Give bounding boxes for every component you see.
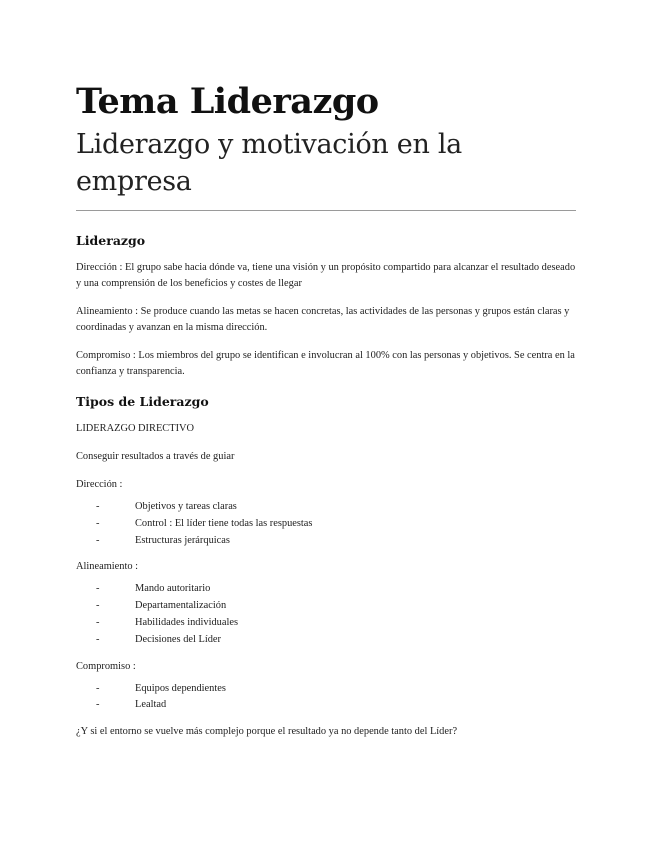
list-item: - Departamentalización — [96, 600, 227, 612]
document-title: Tema Liderazgo — [76, 81, 379, 122]
document-subtitle: Liderazgo y motivación en la empresa — [76, 129, 462, 197]
compromiso-list — [76, 681, 576, 715]
type-label: LIDERAZGO DIRECTIVO — [76, 423, 195, 434]
alineamiento-label: Alineamiento : — [76, 561, 139, 573]
list-item: - Estructuras jerárquicas — [96, 534, 230, 546]
direccion-list — [76, 499, 576, 549]
paragraph-compromiso: Compromiso : Los miembros del grupo se identifican e involucran al 100% con las personas y objetivos. Se centra en la confianza y transparencia. — [76, 350, 575, 377]
list-item: - Objetivos y tareas claras — [96, 501, 237, 512]
section-heading-tipos: Tipos de Liderazgo — [76, 394, 209, 409]
list-item: - Habilidades individuales — [96, 616, 239, 628]
type-intro: Conseguir resultados a través de guiar — [76, 451, 235, 462]
closing-question: ¿Y si el entorno se vuelve más complejo porque el resultado ya no depende tanto del Líder? — [76, 726, 458, 738]
list-item: - Decisiones del Líder — [96, 633, 221, 645]
alineamiento-list — [76, 581, 576, 648]
list-item: - Control : El líder tiene todas las respuestas — [96, 517, 313, 529]
direccion-label: Dirección : — [76, 479, 123, 490]
title-divider — [76, 210, 576, 211]
document-page — [76, 80, 576, 740]
list-item: - Equipos dependientes — [96, 682, 226, 694]
compromiso-label: Compromiso : — [76, 660, 136, 672]
list-item: - Mando autoritario — [96, 583, 211, 595]
list-item: - Lealtad — [96, 699, 167, 711]
paragraph-direccion: Dirección : El grupo sabe hacia dónde va, tiene una visión y un propósito compartido para alcanzar el resultado deseado y una comprensión de los beneficios y costes de llegar — [76, 262, 576, 289]
paragraph-alineamiento: Alineamiento : Se produce cuando las metas se hacen concretas, las actividades de las personas y grupos están claras y coordinadas y avanzan en la misma dirección. — [76, 306, 570, 333]
section-heading-liderazgo: Liderazgo — [76, 233, 146, 248]
